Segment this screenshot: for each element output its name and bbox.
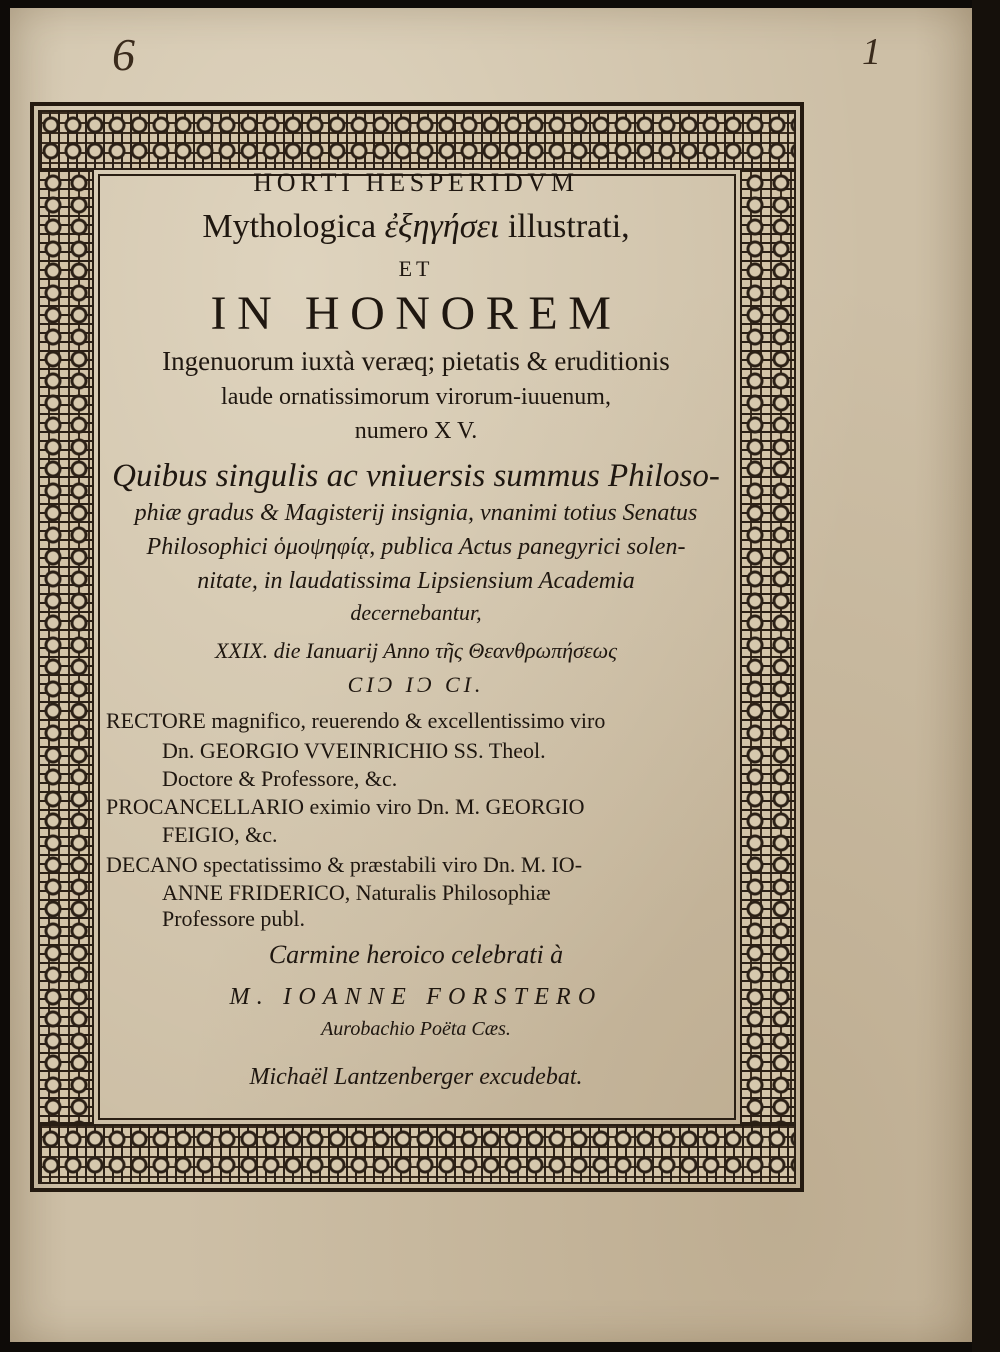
officials-line-5: FEIGIO, &c. [162, 822, 278, 847]
handwritten-mark-right: 1 [862, 31, 881, 73]
date-year: CIƆ IƆ CI. [347, 672, 485, 697]
italic-line-5: decernebantur, [350, 600, 482, 625]
date-line: XXIX. die Ianuarij Anno τῆς Θεανθρωπήσεως [214, 638, 618, 663]
printer-line: Michaël Lantzenberger excudebat. [249, 1064, 583, 1090]
title-horti-hesperidum: HORTI HESPERIDVM [253, 168, 579, 197]
author-name: M. IOANNE FORSTERO [229, 984, 603, 1010]
officials-line-1: RECTORE magnifico, reuerendo & excellentissimo viro [106, 708, 606, 733]
officials-line-3: Doctore & Professore, &c. [162, 766, 398, 791]
ornament-band-left [38, 170, 94, 1124]
officials-line-8: Professore publ. [162, 906, 305, 931]
page-edge-shadow [972, 0, 1000, 1352]
title-et: ET [398, 256, 434, 281]
author-title: Aurobachio Poëta Cæs. [321, 1018, 511, 1040]
subtitle-numero: numero X V. [354, 418, 478, 444]
officials-line-2: Dn. GEORGIO VVEINRICHIO SS. Theol. [162, 738, 546, 763]
title-greek-word: ἐξηγήσει [384, 208, 500, 245]
title-in-honorem: IN HONOREM [210, 287, 622, 340]
ornament-band-top [38, 110, 796, 170]
ornament-band-bottom [38, 1124, 796, 1184]
title-mythologica-line [92, 208, 740, 246]
italic-line-4: nitate, in laudatissima Lipsiensium Academia [197, 568, 635, 594]
handwritten-mark-left: 6 [112, 29, 135, 80]
subtitle-laude: laude ornatissimorum virorum-iuuenum, [221, 384, 611, 410]
subtitle-ingenuorum: Ingenuorum iuxtà veræq; pietatis & eruditionis [162, 346, 670, 376]
title-mythologica: Mythologica [202, 208, 377, 245]
officials-line-4: PROCANCELLARIO eximio viro Dn. M. GEORGIO [106, 794, 585, 819]
italic-line-1: Quibus singulis ac vniuersis summus Philoso- [112, 458, 720, 494]
italic-line-2: phiæ gradus & Magisterij insignia, vnanimi totius Senatus [134, 500, 698, 526]
italic-line-3: Philosophici ὁμοψηφίᾳ, publica Actus panegyrici solen- [146, 534, 686, 560]
ornament-band-right [740, 170, 796, 1124]
officials-line-7: ANNE FRIDERICO, Naturalis Philosophiæ [162, 880, 551, 905]
title-illustrati: illustrati, [507, 208, 630, 245]
author-line-1: Carmine heroico celebrati à [268, 940, 564, 969]
officials-line-6: DECANO spectatissimo & præstabili viro Dn. M. IO- [106, 852, 583, 877]
